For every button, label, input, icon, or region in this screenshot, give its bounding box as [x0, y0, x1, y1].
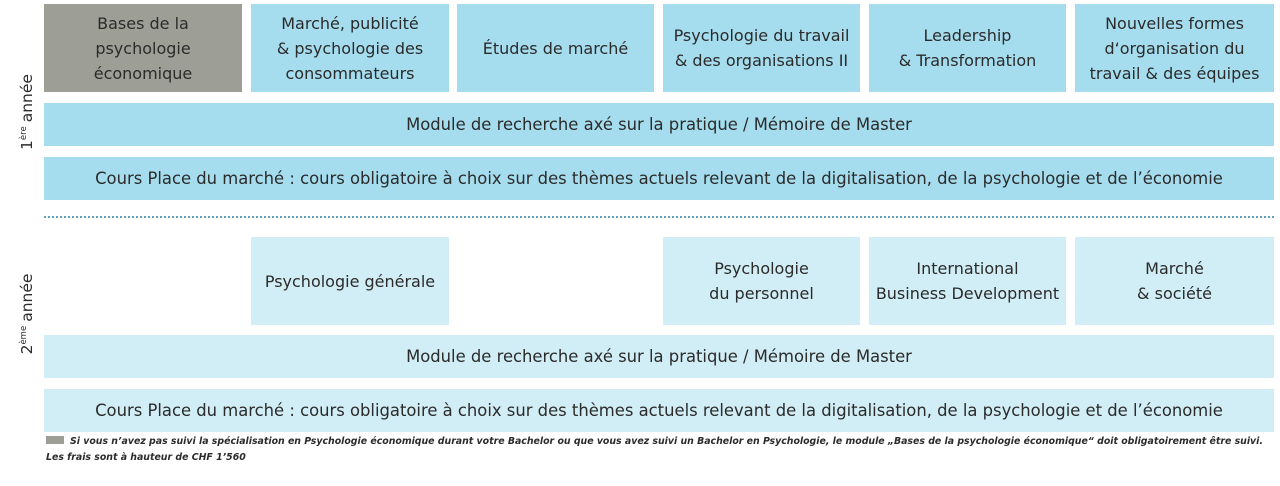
module-psychologie-personnel: Psychologie du personnel — [663, 237, 860, 325]
year2-label-num: 2 — [18, 344, 36, 355]
legend-swatch — [46, 436, 64, 444]
module-international-business: International Business Development — [869, 237, 1066, 325]
year1-research-module: Module de recherche axé sur la pratique / Mémoire de Master — [44, 103, 1274, 146]
year2-label-sup: ème — [19, 325, 29, 345]
module-psychologie-generale: Psychologie générale — [251, 237, 449, 325]
year2-marketplace-course: Cours Place du marché : cours obligatoire à choix sur des thèmes actuels relevant de la digitalisation, de la psychologie et de l’économie — [44, 389, 1274, 432]
module-leadership: Leadership & Transformation — [869, 4, 1066, 92]
module-nouvelles-formes: Nouvelles formes d‘organisation du travail & des équipes — [1075, 4, 1274, 92]
module-marche-publicite: Marché, publicité & psychologie des consommateurs — [251, 4, 449, 92]
year1-label-num: 1 — [18, 140, 36, 150]
year1-label — [18, 62, 42, 162]
year2-label — [18, 264, 42, 364]
year2-research-module: Module de recherche axé sur la pratique / Mémoire de Master — [44, 335, 1274, 378]
year1-label-sup: ère — [19, 126, 29, 141]
footnote-text: Si vous n’avez pas suivi la spécialisation en Psychologie économique durant votre Bachelor ou que vous avez suivi un Bachelor en Psychologie, le module „Bases de la psychologie économique“ doit obligatoirement être suivi. Les frais sont à hauteur de CHF 1’560 — [46, 436, 1263, 463]
year1-label-word: année — [18, 74, 36, 123]
module-psychologie-travail: Psychologie du travail & des organisations II — [663, 4, 860, 92]
module-marche-societe: Marché & société — [1075, 237, 1274, 325]
year1-marketplace-course: Cours Place du marché : cours obligatoire à choix sur des thèmes actuels relevant de la digitalisation, de la psychologie et de l’économie — [44, 157, 1274, 200]
year-separator — [44, 216, 1274, 218]
year2-label-word: année — [18, 273, 36, 322]
footnote — [46, 434, 1266, 466]
module-etudes-de-marche: Études de marché — [457, 4, 654, 92]
module-bases-psychologie-economique: Bases de la psychologie économique — [44, 4, 242, 92]
